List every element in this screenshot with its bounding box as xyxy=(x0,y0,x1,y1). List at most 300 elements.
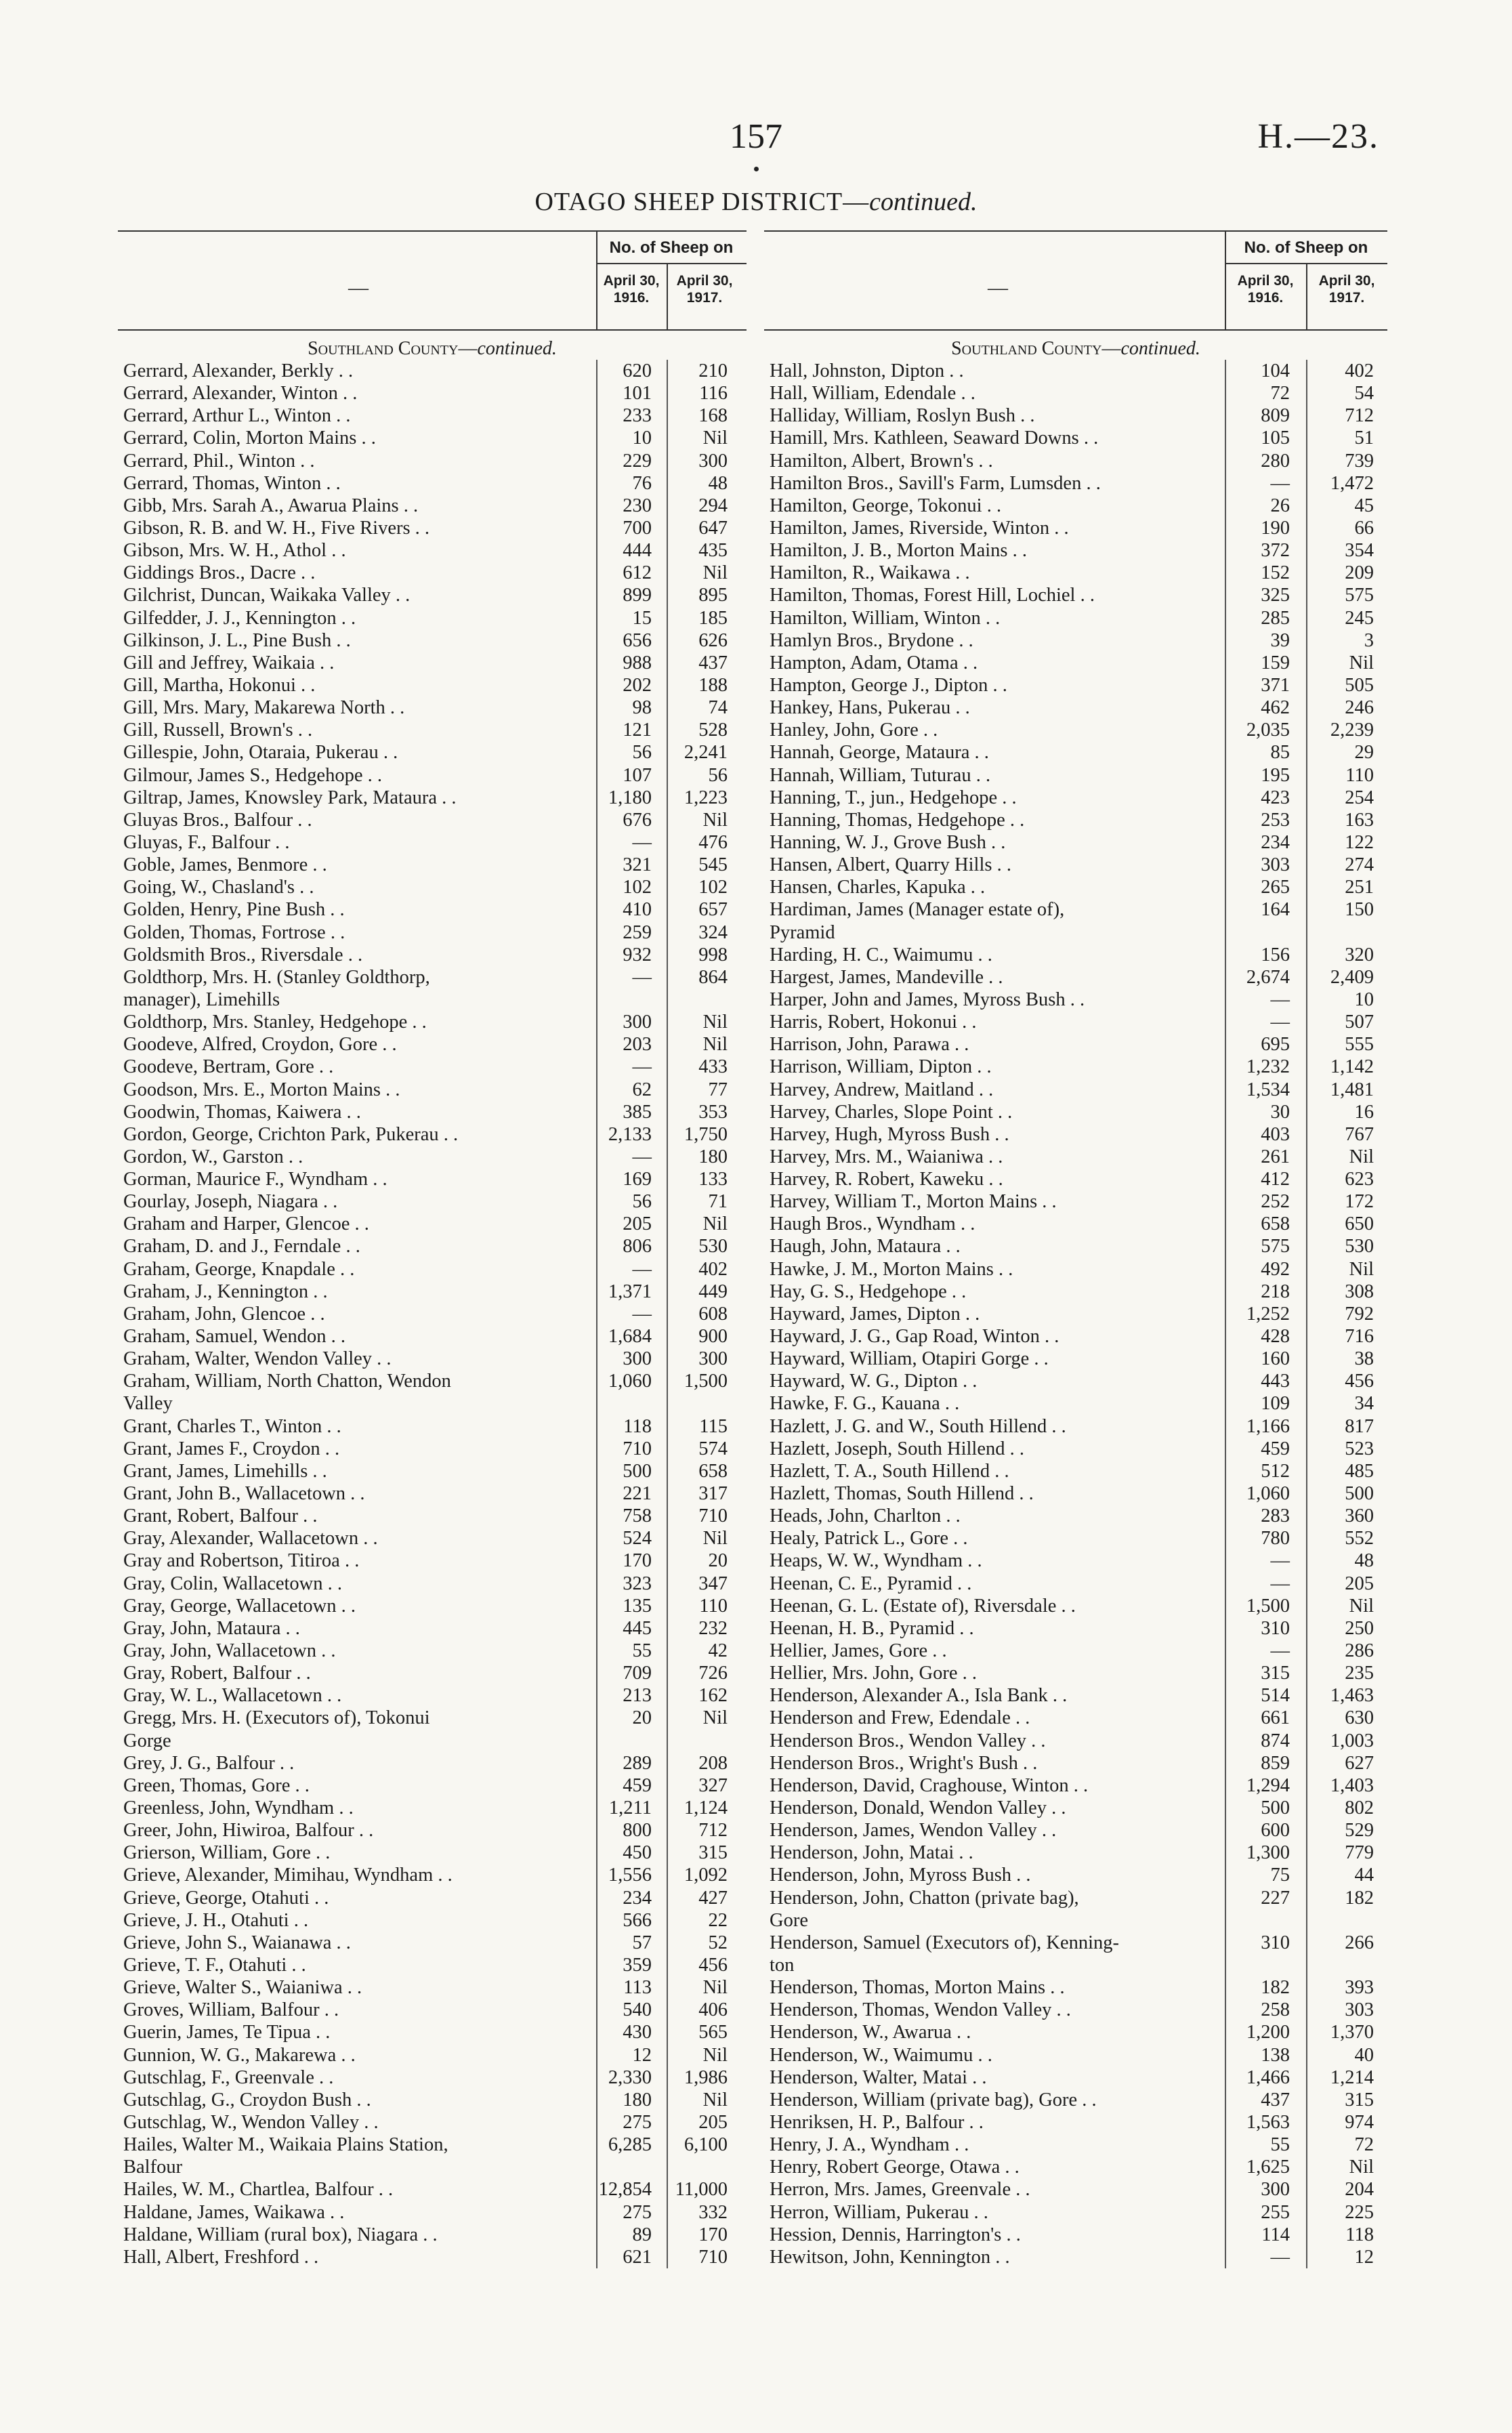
holder-name: Hansen, Albert, Quarry Hills . . xyxy=(770,854,1011,876)
holder-name: Gore xyxy=(770,1909,808,1931)
right-table-row xyxy=(764,674,1387,696)
holder-name: Graham, Samuel, Wendon . . xyxy=(123,1326,346,1348)
holder-name: Hamilton, R., Waikawa . . xyxy=(770,562,970,584)
left-table-row xyxy=(118,1954,747,1976)
left-table-row xyxy=(118,1146,747,1168)
left-table-row xyxy=(118,1370,747,1392)
holder-name: Harvey, Andrew, Maitland . . xyxy=(770,1079,994,1100)
holder-name: Gilchrist, Duncan, Waikaka Valley . . xyxy=(123,585,411,606)
sheep-count-1917: 72 xyxy=(1354,2134,1374,2156)
sheep-count-1916: 859 xyxy=(1261,1752,1290,1774)
holder-name: Grierson, William, Gore . . xyxy=(123,1842,331,1864)
sheep-count-1917: 308 xyxy=(1345,1281,1374,1302)
sheep-count-1917: Nil xyxy=(702,1034,728,1056)
ornament-dot xyxy=(754,167,759,171)
holder-name: Hamill, Mrs. Kathleen, Seaward Downs . . xyxy=(770,428,1099,449)
holder-name: Gregg, Mrs. H. (Executors of), Tokonui xyxy=(123,1707,430,1729)
right-table-row xyxy=(764,1864,1387,1886)
right-table-row xyxy=(764,495,1387,517)
holder-name: Grant, Charles T., Winton . . xyxy=(123,1415,341,1437)
right-table-row xyxy=(764,472,1387,495)
sheep-count-1917: 402 xyxy=(698,1258,728,1280)
sheep-count-1917: 2,409 xyxy=(1330,966,1374,988)
left-table-row xyxy=(118,1550,747,1572)
left-table-row xyxy=(118,1976,747,1999)
sheep-count-1917: 555 xyxy=(1345,1034,1374,1056)
sheep-count-1916: 300 xyxy=(623,1012,652,1033)
sheep-count-1917: 575 xyxy=(1345,585,1374,606)
sheep-count-1916: 253 xyxy=(1261,809,1290,831)
left-table-row xyxy=(118,1235,747,1257)
left-table-row xyxy=(118,472,747,495)
sheep-count-1917: 712 xyxy=(1345,405,1374,427)
right-table-row xyxy=(764,1505,1387,1527)
right-table-row xyxy=(764,629,1387,652)
right-table-row xyxy=(764,1348,1387,1370)
sheep-count-1916: 372 xyxy=(1261,540,1290,562)
holder-name: Gray, W. L., Wallacetown . . xyxy=(123,1685,342,1707)
holder-name: Haugh, John, Mataura . . xyxy=(770,1236,961,1257)
holder-name: Hellier, Mrs. John, Gore . . xyxy=(770,1663,977,1684)
holder-name: Golden, Henry, Pine Bush . . xyxy=(123,899,345,921)
left-table-row xyxy=(118,2044,747,2066)
right-name-column-dash: — xyxy=(988,276,1008,299)
page-title xyxy=(0,187,1512,217)
left-table-row xyxy=(118,1707,747,1729)
sheep-count-1917: 449 xyxy=(698,1281,728,1302)
holder-name: Hellier, James, Gore . . xyxy=(770,1640,947,1662)
sheep-count-1917: 530 xyxy=(1345,1236,1374,1257)
sheep-count-1916: 12,854 xyxy=(598,2179,652,2201)
sheep-count-1917: 3 xyxy=(1364,629,1374,651)
left-table-row xyxy=(118,966,747,989)
right-table-row xyxy=(764,2021,1387,2043)
sheep-count-1917: 1,124 xyxy=(684,1797,728,1818)
right-table-row xyxy=(764,1303,1387,1325)
sheep-count-1916: 450 xyxy=(623,1842,652,1864)
sheep-count-1917: 40 xyxy=(1354,2044,1374,2066)
sheep-count-1916: 1,466 xyxy=(1246,2066,1290,2088)
holder-name: Harvey, R. Robert, Kaweku . . xyxy=(770,1169,1003,1190)
right-table-row xyxy=(764,1235,1387,1257)
sheep-count-1917: 29 xyxy=(1354,742,1374,764)
sheep-count-1916: 170 xyxy=(623,1550,652,1572)
sheep-count-1917: 2,239 xyxy=(1330,720,1374,741)
sheep-count-1916: 259 xyxy=(623,921,652,943)
sheep-count-1916: 1,060 xyxy=(608,1371,652,1392)
holder-name: Goodwin, Thomas, Kaiwera . . xyxy=(123,1101,361,1123)
sheep-count-1917: 118 xyxy=(1345,2224,1374,2245)
left-table-row xyxy=(118,1909,747,1932)
sheep-count-1917: 317 xyxy=(698,1483,728,1505)
right-table-row xyxy=(764,1190,1387,1213)
sheep-count-1917: 779 xyxy=(1345,1842,1374,1864)
holder-name: Henderson, William (private bag), Gore . . xyxy=(770,2089,1097,2110)
sheep-count-1916: 135 xyxy=(623,1595,652,1617)
right-table-row xyxy=(764,2224,1387,2246)
holder-name: Grieve, T. F., Otahuti . . xyxy=(123,1954,306,1976)
sheep-count-1916: 10 xyxy=(632,428,652,449)
holder-name: Haldane, William (rural box), Niagara . . xyxy=(123,2224,438,2245)
sheep-count-1916: 676 xyxy=(623,809,652,831)
right-table-row xyxy=(764,719,1387,741)
holder-name: Groves, William, Balfour . . xyxy=(123,1999,339,2021)
sheep-count-1917: 507 xyxy=(1345,1012,1374,1033)
holder-name: Hazlett, Thomas, South Hillend . . xyxy=(770,1483,1034,1505)
holder-name: Going, W., Chasland's . . xyxy=(123,877,314,898)
right-table-row xyxy=(764,966,1387,989)
sheep-count-1917: 44 xyxy=(1354,1865,1374,1886)
left-table-row xyxy=(118,719,747,741)
sheep-count-1917: Nil xyxy=(702,2044,728,2066)
left-table-row xyxy=(118,2156,747,2178)
sheep-count-1917: 626 xyxy=(698,629,728,651)
sheep-count-1917: 650 xyxy=(1345,1213,1374,1235)
holder-name: Hall, William, Edendale . . xyxy=(770,383,975,404)
holder-name: Henderson, David, Craghouse, Winton . . xyxy=(770,1774,1089,1796)
right-table-row xyxy=(764,854,1387,876)
sheep-count-1916: 621 xyxy=(623,2246,652,2268)
holder-name: Hanley, John, Gore . . xyxy=(770,720,938,741)
sheep-count-1917: 332 xyxy=(698,2201,728,2223)
sheep-count-1916: 300 xyxy=(1261,2179,1290,2201)
sheep-count-1916: 2,330 xyxy=(608,2066,652,2088)
sheep-count-1916: 159 xyxy=(1261,652,1290,673)
holder-name: Goldsmith Bros., Riversdale . . xyxy=(123,944,363,965)
sheep-count-1916: — xyxy=(1270,1640,1290,1662)
sheep-count-1916: 72 xyxy=(1270,383,1290,404)
holder-name: Hazlett, T. A., South Hillend . . xyxy=(770,1460,1009,1482)
right-table-row xyxy=(764,1819,1387,1842)
sheep-count-1917: 608 xyxy=(698,1303,728,1325)
sheep-count-1917: Nil xyxy=(1349,2157,1374,2178)
sheep-count-1916: — xyxy=(1270,989,1290,1010)
sheep-count-1917: 712 xyxy=(698,1820,728,1842)
sheep-count-1916: 280 xyxy=(1261,450,1290,472)
holder-name: Grant, James F., Croydon . . xyxy=(123,1438,340,1459)
sheep-count-1916: 102 xyxy=(623,877,652,898)
holder-name: Hazlett, J. G. and W., South Hillend . . xyxy=(770,1415,1066,1437)
holder-name: Hamilton, James, Riverside, Winton . . xyxy=(770,517,1069,539)
holder-name: Gray, Alexander, Wallacetown . . xyxy=(123,1528,378,1550)
right-table-row xyxy=(764,1707,1387,1729)
left-table-row xyxy=(118,1662,747,1684)
left-table-row xyxy=(118,1123,747,1146)
sheep-count-1917: 327 xyxy=(698,1774,728,1796)
holder-name: Gray and Robertson, Titiroa . . xyxy=(123,1550,360,1572)
right-table-row xyxy=(764,2111,1387,2134)
sheep-count-1916: — xyxy=(632,831,652,853)
sheep-count-1916: 700 xyxy=(623,517,652,539)
holder-name: Gilkinson, J. L., Pine Bush . . xyxy=(123,629,351,651)
sheep-count-1916: 275 xyxy=(623,2111,652,2133)
sheep-count-1916: — xyxy=(1270,1550,1290,1572)
right-table-row xyxy=(764,2134,1387,2156)
sheep-count-1917: 710 xyxy=(698,2246,728,2268)
holder-name: Hayward, James, Dipton . . xyxy=(770,1303,980,1325)
holder-name: Herron, William, Pukerau . . xyxy=(770,2201,988,2223)
right-table-row xyxy=(764,2156,1387,2178)
sheep-count-1917: 115 xyxy=(699,1415,728,1437)
left-table-row xyxy=(118,1752,747,1774)
holder-name: Hannah, William, Tuturau . . xyxy=(770,764,991,786)
sheep-count-1916: 600 xyxy=(1261,1820,1290,1842)
right-table-row xyxy=(764,1640,1387,1662)
holder-name: Henderson, John, Chatton (private bag), xyxy=(770,1887,1079,1909)
sheep-count-1917: 767 xyxy=(1345,1123,1374,1145)
sheep-count-1916: 988 xyxy=(623,652,652,673)
holder-name: Grieve, George, Otahuti . . xyxy=(123,1887,329,1909)
sheep-count-1916: 492 xyxy=(1261,1258,1290,1280)
sheep-count-1916: 512 xyxy=(1261,1460,1290,1482)
holder-name: Henriksen, H. P., Balfour . . xyxy=(770,2111,984,2133)
right-table-row xyxy=(764,1527,1387,1550)
sheep-count-1917: 528 xyxy=(698,720,728,741)
sheep-count-1917: Nil xyxy=(1349,1146,1374,1167)
holder-name: Hawke, J. M., Morton Mains . . xyxy=(770,1258,1013,1280)
sheep-count-1916: 113 xyxy=(623,1977,652,1999)
sheep-count-1916: 55 xyxy=(632,1640,652,1662)
left-table-row xyxy=(118,450,747,472)
sheep-count-1917: 523 xyxy=(1345,1438,1374,1459)
left-table-row xyxy=(118,787,747,809)
sheep-count-1917: 437 xyxy=(698,652,728,673)
sheep-count-1917: 505 xyxy=(1345,674,1374,696)
sheep-count-1917: Nil xyxy=(702,1213,728,1235)
sheep-count-1916: 283 xyxy=(1261,1505,1290,1527)
sheep-count-1917: 266 xyxy=(1345,1932,1374,1953)
holder-name: Graham and Harper, Glencoe . . xyxy=(123,1213,369,1235)
sheep-count-1916: 423 xyxy=(1261,787,1290,808)
sheep-count-1917: Nil xyxy=(1349,652,1374,673)
sheep-count-1916: 138 xyxy=(1261,2044,1290,2066)
right-table-row xyxy=(764,989,1387,1011)
sheep-count-1916: 227 xyxy=(1261,1887,1290,1909)
right-table-row xyxy=(764,1213,1387,1235)
sheep-count-1917: 300 xyxy=(698,1348,728,1370)
left-table-row xyxy=(118,1190,747,1213)
holder-name: Pyramid xyxy=(770,921,835,943)
sheep-count-1917: 817 xyxy=(1345,1415,1374,1437)
sheep-count-1917: 623 xyxy=(1345,1169,1374,1190)
sheep-count-1916: 430 xyxy=(623,2022,652,2043)
sheep-count-1916: 56 xyxy=(632,1191,652,1213)
sheep-count-1917: 133 xyxy=(698,1169,728,1190)
holder-name: Gerrard, Alexander, Berkly . . xyxy=(123,360,354,381)
holder-name: Halliday, William, Roslyn Bush . . xyxy=(770,405,1035,427)
left-table-row xyxy=(118,1056,747,1078)
holder-name: Hankey, Hans, Pukerau . . xyxy=(770,697,970,719)
holder-name: Gerrard, Colin, Morton Mains . . xyxy=(123,428,376,449)
sheep-count-1917: 205 xyxy=(1345,1573,1374,1594)
holder-name: Hamilton Bros., Savill's Farm, Lumsden . . xyxy=(770,472,1101,494)
sheep-count-1916: 229 xyxy=(623,450,652,472)
sheep-count-1916: 932 xyxy=(623,944,652,965)
sheep-count-1916: 252 xyxy=(1261,1191,1290,1213)
sheep-count-1917: 726 xyxy=(698,1663,728,1684)
right-table-row xyxy=(764,1258,1387,1281)
right-table-row xyxy=(764,831,1387,854)
holder-name: Hamilton, Thomas, Forest Hill, Lochiel . . xyxy=(770,585,1095,606)
sheep-count-1917: 500 xyxy=(1345,1483,1374,1505)
right-table-row xyxy=(764,607,1387,629)
holder-name: Heaps, W. W., Wyndham . . xyxy=(770,1550,982,1572)
holder-name: Graham, D. and J., Ferndale . . xyxy=(123,1236,360,1257)
left-table-row xyxy=(118,1595,747,1617)
sheep-count-1916: 1,556 xyxy=(608,1865,652,1886)
sheep-count-1917: 77 xyxy=(708,1079,728,1100)
sheep-count-1917: 42 xyxy=(708,1640,728,1662)
right-table-row xyxy=(764,1797,1387,1819)
holder-name: Hall, Johnston, Dipton . . xyxy=(770,360,964,381)
sheep-count-1916: 321 xyxy=(623,854,652,876)
sheep-count-1916: 709 xyxy=(623,1663,652,1684)
holder-name: Graham, William, North Chatton, Wendon xyxy=(123,1371,451,1392)
page-reference: H.—23. xyxy=(1257,117,1379,156)
sheep-count-1917: 245 xyxy=(1345,607,1374,629)
sheep-count-1916: 1,300 xyxy=(1246,1842,1290,1864)
holder-name: Gibson, Mrs. W. H., Athol . . xyxy=(123,540,346,562)
right-table-row xyxy=(764,427,1387,449)
holder-name: Gray, John, Mataura . . xyxy=(123,1617,300,1639)
sheep-count-1917: 251 xyxy=(1345,877,1374,898)
left-table-row xyxy=(118,2066,747,2089)
sheep-count-1916: 459 xyxy=(1261,1438,1290,1459)
sheep-count-1917: 210 xyxy=(698,360,728,381)
left-table-row xyxy=(118,741,747,764)
holder-name: Hardiman, James (Manager estate of), xyxy=(770,899,1065,921)
sheep-count-1917: 188 xyxy=(698,674,728,696)
page-title-suffix: continued. xyxy=(869,188,978,216)
left-table-row xyxy=(118,2134,747,2156)
left-table-row xyxy=(118,876,747,898)
holder-name: Hall, Albert, Freshford . . xyxy=(123,2246,319,2268)
holder-name: Gutschlag, F., Greenvale . . xyxy=(123,2066,334,2088)
holder-name: Henderson, Alexander A., Isla Bank . . xyxy=(770,1685,1068,1707)
holder-name: Gill, Russell, Brown's . . xyxy=(123,720,313,741)
sheep-count-1916: 1,211 xyxy=(608,1797,652,1818)
left-table-row xyxy=(118,1999,747,2021)
sheep-count-1916: 710 xyxy=(623,1438,652,1459)
right-table-row xyxy=(764,1550,1387,1572)
right-table-row xyxy=(764,876,1387,898)
holder-name: Grieve, John S., Waianawa . . xyxy=(123,1932,351,1953)
sheep-count-1916: 289 xyxy=(623,1752,652,1774)
left-table-row xyxy=(118,2089,747,2111)
holder-name: Grieve, Walter S., Waianiwa . . xyxy=(123,1977,362,1999)
left-table-row xyxy=(118,809,747,831)
sheep-count-1916: 1,232 xyxy=(1246,1056,1290,1078)
right-table-row xyxy=(764,1033,1387,1056)
sheep-count-1917: 647 xyxy=(698,517,728,539)
holder-name: Henderson, Samuel (Executors of), Kenning- xyxy=(770,1932,1120,1953)
right-table-row xyxy=(764,652,1387,674)
holder-name: Graham, John, Glencoe . . xyxy=(123,1303,325,1325)
sheep-count-1916: 20 xyxy=(632,1707,652,1729)
holder-name: Gray, Colin, Wallacetown . . xyxy=(123,1573,343,1594)
sheep-count-1916: 101 xyxy=(623,383,652,404)
sheep-count-1916: 575 xyxy=(1261,1236,1290,1257)
sheep-count-1916: 1,684 xyxy=(608,1326,652,1348)
sheep-count-1917: 163 xyxy=(1345,809,1374,831)
left-table-row xyxy=(118,360,747,382)
left-table-row xyxy=(118,2201,747,2224)
sheep-count-1917: Nil xyxy=(702,2089,728,2110)
sheep-count-1917: 45 xyxy=(1354,495,1374,516)
left-table-row xyxy=(118,2178,747,2201)
sheep-count-1917: 402 xyxy=(1345,360,1374,381)
sheep-count-1917: 739 xyxy=(1345,450,1374,472)
sheep-count-1917: 900 xyxy=(698,1326,728,1348)
sheep-count-1916: 612 xyxy=(623,562,652,584)
left-table-row xyxy=(118,1303,747,1325)
sheep-count-1917: 16 xyxy=(1354,1101,1374,1123)
sheep-count-1916: 1,371 xyxy=(608,1281,652,1302)
right-table-row xyxy=(764,1595,1387,1617)
sheep-count-1917: 1,472 xyxy=(1330,472,1374,494)
sheep-count-1917: 254 xyxy=(1345,787,1374,808)
sheep-count-1916: 182 xyxy=(1261,1977,1290,1999)
sheep-count-1916: 658 xyxy=(1261,1213,1290,1235)
sheep-count-1917: 802 xyxy=(1345,1797,1374,1818)
left-table-row xyxy=(118,1774,747,1797)
right-table-row xyxy=(764,809,1387,831)
sheep-count-1917: 1,223 xyxy=(684,787,728,808)
sheep-count-1916: 899 xyxy=(623,585,652,606)
holder-name: Gillespie, John, Otaraia, Pukerau . . xyxy=(123,742,398,764)
sheep-count-1916: 437 xyxy=(1261,2089,1290,2110)
sheep-count-1917: 529 xyxy=(1345,1820,1374,1842)
left-table-row xyxy=(118,1101,747,1123)
sheep-count-1916: 156 xyxy=(1261,944,1290,965)
left-table-row xyxy=(118,1730,747,1752)
left-table-row xyxy=(118,1438,747,1460)
sheep-count-1917: 168 xyxy=(698,405,728,427)
holder-name: Gerrard, Phil., Winton . . xyxy=(123,450,315,472)
left-table-row xyxy=(118,427,747,449)
holder-name: Hailes, W. M., Chartlea, Balfour . . xyxy=(123,2179,394,2201)
holder-name: Gordon, W., Garston . . xyxy=(123,1146,303,1167)
sheep-count-1917: 170 xyxy=(698,2224,728,2245)
holder-name: Gilfedder, J. J., Kennington . . xyxy=(123,607,356,629)
holder-name: Gill, Martha, Hokonui . . xyxy=(123,674,316,696)
right-table-header xyxy=(764,230,1387,331)
right-year-1916: April 30, 1916. xyxy=(1237,273,1294,306)
holder-name: Hanning, W. J., Grove Bush . . xyxy=(770,831,1006,853)
right-table-row xyxy=(764,1752,1387,1774)
left-table-row xyxy=(118,1684,747,1707)
holder-name: Hay, G. S., Hedgehope . . xyxy=(770,1281,967,1302)
sheep-count-1917: 393 xyxy=(1345,1977,1374,1999)
left-year-1917: April 30, 1917. xyxy=(676,273,733,306)
holder-name: Gorman, Maurice F., Wyndham . . xyxy=(123,1169,387,1190)
holder-name: Henry, J. A., Wyndham . . xyxy=(770,2134,969,2156)
right-table-row xyxy=(764,517,1387,539)
sheep-count-1916: 303 xyxy=(1261,854,1290,876)
left-table-row xyxy=(118,696,747,719)
left-table-row xyxy=(118,854,747,876)
left-table-row xyxy=(118,1573,747,1595)
sheep-count-1917: 710 xyxy=(698,1505,728,1527)
left-table-row xyxy=(118,898,747,921)
sheep-count-1917: 456 xyxy=(1345,1371,1374,1392)
holder-name: Heenan, G. L. (Estate of), Riversdale . . xyxy=(770,1595,1076,1617)
holder-name: Gutschlag, G., Croydon Bush . . xyxy=(123,2089,371,2110)
sheep-count-1916: 152 xyxy=(1261,562,1290,584)
holder-name: Harvey, William T., Morton Mains . . xyxy=(770,1191,1057,1213)
left-table-row xyxy=(118,629,747,652)
right-table-row xyxy=(764,944,1387,966)
